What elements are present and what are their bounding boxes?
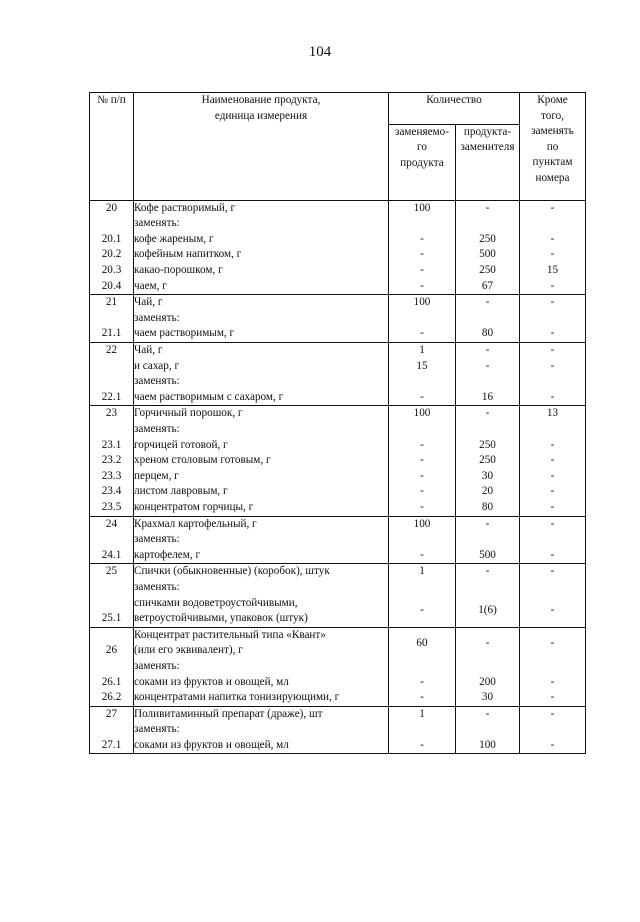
table-row	[90, 343, 586, 359]
replaced-quantity	[389, 216, 456, 232]
item-name: Горчичный порошок, г	[134, 406, 389, 422]
table-row	[90, 422, 586, 438]
table-row	[90, 311, 586, 327]
replaced-quantity: -	[389, 484, 456, 500]
table-row	[90, 738, 586, 754]
table-row	[90, 564, 586, 580]
replaced-quantity: -	[389, 326, 456, 342]
table-row	[90, 374, 586, 390]
substitute-quantity: -	[456, 200, 520, 216]
except-items: -	[520, 390, 586, 406]
substitute-quantity	[456, 216, 520, 232]
item-name: какао-порошком, г	[134, 263, 389, 279]
table-row	[90, 690, 586, 706]
except-items: -	[520, 484, 586, 500]
item-name	[134, 627, 389, 659]
item-name: хреном столовым готовым, г	[134, 453, 389, 469]
substitute-quantity	[456, 374, 520, 390]
item-number	[90, 374, 134, 390]
except-items: -	[520, 247, 586, 263]
table-row	[90, 216, 586, 232]
item-number: 20.4	[90, 279, 134, 295]
except-items	[520, 216, 586, 232]
header-except-line: пунктам	[532, 156, 573, 169]
substitute-quantity: 80	[456, 326, 520, 342]
except-items: -	[520, 295, 586, 311]
header-quantity: Количество	[389, 93, 520, 125]
table-body	[90, 200, 586, 754]
except-items: -	[520, 516, 586, 532]
header-name-line: Наименование продукта,	[201, 94, 321, 106]
table-row	[90, 580, 586, 596]
except-items: -	[520, 500, 586, 516]
table-row	[90, 500, 586, 516]
item-number	[90, 359, 134, 375]
item-name-line: спичками водоветроустойчивыми,	[134, 596, 298, 609]
item-number: 21	[90, 295, 134, 311]
item-number	[90, 722, 134, 738]
table-row	[90, 247, 586, 263]
header-except-line: по	[546, 140, 559, 153]
except-items: -	[520, 706, 586, 722]
table-row	[90, 484, 586, 500]
substitute-quantity: -	[456, 516, 520, 532]
replaced-quantity: 1	[389, 343, 456, 359]
replaced-quantity: -	[389, 500, 456, 516]
item-number: 26.1	[90, 675, 134, 691]
except-items: -	[520, 200, 586, 216]
header-number-spacer	[90, 124, 134, 200]
except-items	[520, 422, 586, 438]
substitute-quantity	[456, 580, 520, 596]
replaced-quantity	[389, 659, 456, 675]
table-row	[90, 532, 586, 548]
item-number	[90, 311, 134, 327]
table-row	[90, 232, 586, 248]
replaced-quantity	[389, 722, 456, 738]
item-name	[134, 596, 389, 628]
table-row	[90, 722, 586, 738]
replaced-quantity: -	[389, 548, 456, 564]
item-name: кофе жареным, г	[134, 232, 389, 248]
item-name: горчицей готовой, г	[134, 438, 389, 454]
item-name-line: ветроустойчивыми, упаковок (штук)	[134, 612, 308, 625]
replaced-quantity	[389, 422, 456, 438]
page-number: 104	[308, 44, 332, 60]
except-items	[520, 722, 586, 738]
except-items: -	[520, 438, 586, 454]
table-row	[90, 675, 586, 691]
substitute-quantity: 500	[456, 247, 520, 263]
item-number: 26	[90, 627, 134, 659]
item-number: 22	[90, 343, 134, 359]
item-name: Крахмал картофельный, г	[134, 516, 389, 532]
replaced-quantity: 100	[389, 200, 456, 216]
substitute-quantity: 80	[456, 500, 520, 516]
item-name: заменять:	[134, 659, 389, 675]
except-items: -	[520, 627, 586, 659]
item-number: 27.1	[90, 738, 134, 754]
item-number: 25	[90, 564, 134, 580]
header-substitute	[456, 124, 520, 200]
except-items	[520, 532, 586, 548]
except-items: -	[520, 279, 586, 295]
item-number: 23.4	[90, 484, 134, 500]
item-name: соками из фруктов и овощей, мл	[134, 738, 389, 754]
substitute-quantity: 16	[456, 390, 520, 406]
replaced-quantity: 100	[389, 516, 456, 532]
item-name: чаем растворимым с сахаром, г	[134, 390, 389, 406]
header-replaced	[389, 124, 456, 200]
table-row	[90, 295, 586, 311]
replaced-quantity	[389, 532, 456, 548]
replaced-quantity: 100	[389, 295, 456, 311]
substitute-quantity: -	[456, 706, 520, 722]
substitute-quantity: 250	[456, 453, 520, 469]
table-row	[90, 453, 586, 469]
replaced-quantity: -	[389, 453, 456, 469]
substitute-quantity: -	[456, 343, 520, 359]
item-number: 23.3	[90, 469, 134, 485]
except-items	[520, 374, 586, 390]
replaced-quantity: -	[389, 263, 456, 279]
item-name: и сахар, г	[134, 359, 389, 375]
item-name: Спички (обыкновенные) (коробок), штук	[134, 564, 389, 580]
table-row	[90, 263, 586, 279]
item-number: 26.2	[90, 690, 134, 706]
except-items: -	[520, 232, 586, 248]
item-number	[90, 580, 134, 596]
table-header	[90, 93, 586, 201]
item-name: Чай, г	[134, 295, 389, 311]
item-number	[90, 422, 134, 438]
replaced-quantity: -	[389, 279, 456, 295]
item-name: заменять:	[134, 216, 389, 232]
substitute-quantity: 67	[456, 279, 520, 295]
header-substitute-line: заменителя	[460, 141, 515, 154]
except-items	[520, 580, 586, 596]
table-row	[90, 326, 586, 342]
replaced-quantity: -	[389, 596, 456, 628]
replaced-quantity	[389, 580, 456, 596]
except-items	[520, 311, 586, 327]
header-except-line: заменять	[531, 125, 574, 138]
substitute-quantity: 20	[456, 484, 520, 500]
replaced-quantity: 15	[389, 359, 456, 375]
item-name: заменять:	[134, 422, 389, 438]
except-items: 13	[520, 406, 586, 422]
item-name-line: (или его эквивалент), г	[134, 644, 243, 657]
table-row	[90, 659, 586, 675]
substitute-quantity: -	[456, 406, 520, 422]
item-name: картофелем, г	[134, 548, 389, 564]
item-name: заменять:	[134, 532, 389, 548]
substitute-quantity	[456, 722, 520, 738]
replaced-quantity: -	[389, 675, 456, 691]
item-name: концентратами напитка тонизирующими, г	[134, 690, 389, 706]
except-items: -	[520, 326, 586, 342]
substitute-quantity	[456, 659, 520, 675]
substitute-quantity: -	[456, 359, 520, 375]
substitute-quantity	[456, 311, 520, 327]
replaced-quantity: -	[389, 690, 456, 706]
replaced-quantity: -	[389, 247, 456, 263]
item-number	[90, 532, 134, 548]
substitute-quantity: 100	[456, 738, 520, 754]
substitute-quantity: -	[456, 627, 520, 659]
replaced-quantity: -	[389, 438, 456, 454]
header-replaced-line: продукта	[400, 156, 444, 169]
item-number: 20	[90, 200, 134, 216]
replaced-quantity: 60	[389, 627, 456, 659]
table-row	[90, 706, 586, 722]
substitute-quantity: 200	[456, 675, 520, 691]
item-number: 23.5	[90, 500, 134, 516]
item-name: заменять:	[134, 311, 389, 327]
table-row	[90, 200, 586, 216]
replaced-quantity: 1	[389, 564, 456, 580]
item-number: 22.1	[90, 390, 134, 406]
table-row	[90, 516, 586, 532]
header-replaced-line: заменяемо-	[395, 125, 449, 138]
table-row	[90, 438, 586, 454]
item-number: 27	[90, 706, 134, 722]
item-name: концентратом горчицы, г	[134, 500, 389, 516]
substitute-quantity: 500	[456, 548, 520, 564]
replaced-quantity: -	[389, 232, 456, 248]
item-number: 25.1	[90, 596, 134, 628]
item-name: Поливитаминный препарат (драже), шт	[134, 706, 389, 722]
item-number: 20.3	[90, 263, 134, 279]
item-name: соками из фруктов и овощей, мл	[134, 675, 389, 691]
item-number	[90, 216, 134, 232]
replaced-quantity: -	[389, 469, 456, 485]
header-name-spacer	[134, 124, 389, 200]
replaced-quantity: -	[389, 390, 456, 406]
table-row	[90, 390, 586, 406]
header-number: № п/п	[90, 93, 134, 125]
replaced-quantity	[389, 374, 456, 390]
item-name: заменять:	[134, 722, 389, 738]
header-replaced-line: го	[417, 141, 427, 154]
replaced-quantity	[389, 311, 456, 327]
except-items: -	[520, 359, 586, 375]
item-number: 23.1	[90, 438, 134, 454]
item-name: листом лавровым, г	[134, 484, 389, 500]
item-name: заменять:	[134, 580, 389, 596]
except-items: -	[520, 564, 586, 580]
except-items: -	[520, 343, 586, 359]
item-name: чаем, г	[134, 279, 389, 295]
item-name: чаем растворимым, г	[134, 326, 389, 342]
item-name-line: Концентрат растительный типа «Квант»	[134, 628, 326, 641]
item-name: Чай, г	[134, 343, 389, 359]
substitute-quantity: 250	[456, 438, 520, 454]
item-number: 20.2	[90, 247, 134, 263]
header-except	[520, 93, 586, 201]
header-substitute-line: продукта-	[463, 125, 512, 138]
item-number: 20.1	[90, 232, 134, 248]
item-number: 23	[90, 406, 134, 422]
except-items: -	[520, 690, 586, 706]
substitution-table	[89, 92, 586, 754]
substitute-quantity: -	[456, 564, 520, 580]
replaced-quantity: -	[389, 738, 456, 754]
table-row	[90, 596, 586, 628]
item-number: 24.1	[90, 548, 134, 564]
substitute-quantity	[456, 532, 520, 548]
substitute-quantity: 250	[456, 232, 520, 248]
item-number: 21.1	[90, 326, 134, 342]
except-items: 15	[520, 263, 586, 279]
replaced-quantity: 100	[389, 406, 456, 422]
except-items: -	[520, 453, 586, 469]
table-row	[90, 406, 586, 422]
except-items: -	[520, 548, 586, 564]
except-items: -	[520, 738, 586, 754]
substitute-quantity: 30	[456, 690, 520, 706]
table-row	[90, 359, 586, 375]
item-number: 23.2	[90, 453, 134, 469]
substitute-quantity: 30	[456, 469, 520, 485]
substitute-quantity: 250	[456, 263, 520, 279]
substitute-quantity: 1(6)	[456, 596, 520, 628]
header-except-line: того,	[540, 109, 565, 122]
item-name: кофейным напитком, г	[134, 247, 389, 263]
header-except-line: номера	[535, 171, 570, 184]
replaced-quantity: 1	[389, 706, 456, 722]
table-row	[90, 627, 586, 659]
table-row	[90, 548, 586, 564]
header-name	[134, 93, 389, 125]
item-name: Кофе растворимый, г	[134, 200, 389, 216]
except-items: -	[520, 596, 586, 628]
item-name: перцем, г	[134, 469, 389, 485]
header-except-line: Кроме	[537, 94, 568, 106]
substitute-quantity: -	[456, 295, 520, 311]
except-items	[520, 659, 586, 675]
table-row	[90, 279, 586, 295]
item-number	[90, 659, 134, 675]
except-items: -	[520, 675, 586, 691]
item-name: заменять:	[134, 374, 389, 390]
table-row	[90, 469, 586, 485]
substitute-quantity	[456, 422, 520, 438]
header-name-line: единица измерения	[214, 109, 308, 122]
except-items: -	[520, 469, 586, 485]
item-number: 24	[90, 516, 134, 532]
